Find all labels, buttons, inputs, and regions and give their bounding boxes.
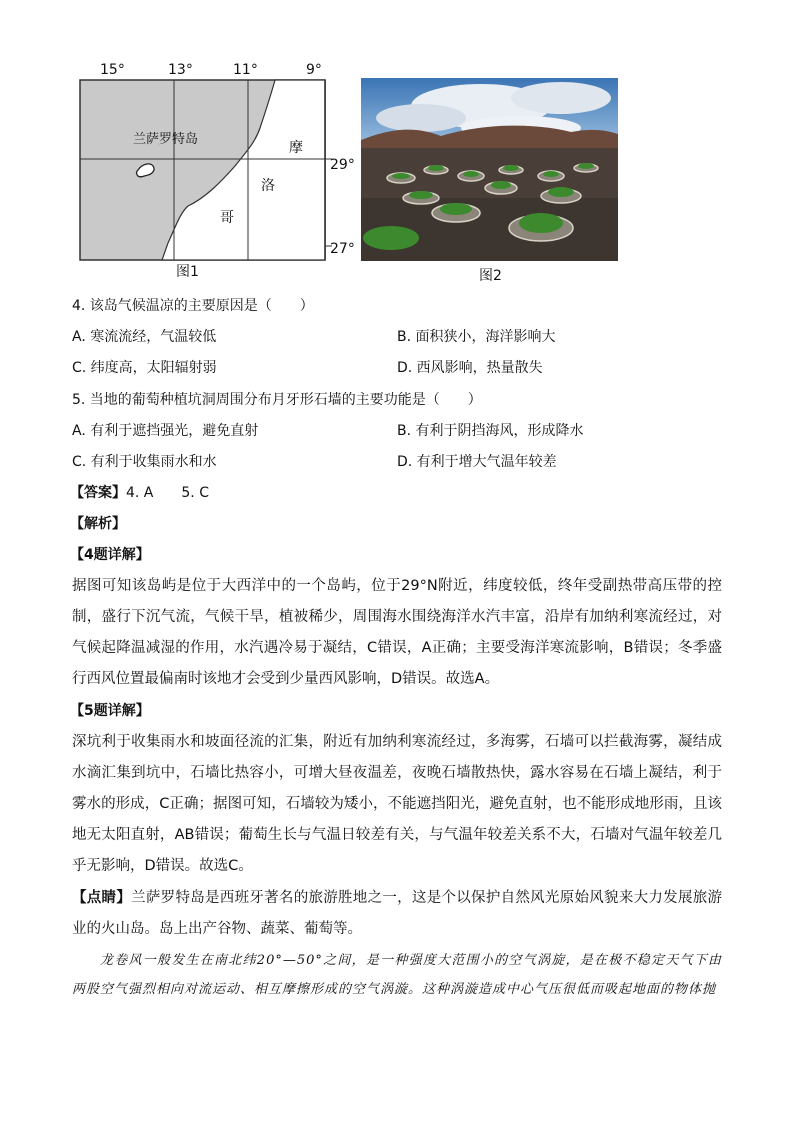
analysis-tag: 【解析】 <box>70 516 126 532</box>
vineyard-photo <box>361 78 618 261</box>
highlight-block <box>72 883 722 945</box>
lon-label-11: 11° <box>233 62 258 78</box>
figure2-photo <box>361 78 618 261</box>
lon-label-15: 15° <box>100 62 125 78</box>
lat-label-27: 27° <box>330 241 355 257</box>
q4-detail-tag: 【4题详解】 <box>70 547 150 563</box>
question-5-option-b: B. 有利于阴挡海风，形成降水 <box>397 423 584 439</box>
highlight-tag: 【点睛】 <box>72 890 132 906</box>
figure1-map <box>70 58 360 283</box>
next-passage: 龙卷风一般发生在南北纬20°—50°之间，是一种强度大范围小的空气涡旋，是在极不稳定天气下由两股空气强烈相向对流运动、相互摩擦形成的空气涡漩。这种涡漩造成中心气压很低而吸起地面的物体抛 <box>72 953 722 997</box>
q4-detail-text: 据图可知该岛屿是位于大西洋中的一个岛屿，位于29°N附近，纬度较低，终年受副热带高压带的控制，盛行下沉气流，气候干旱，植被稀少，周围海水围绕海洋水汽丰富，沿岸有加纳利寒流经过，对气候起降温减湿的作用，水汽遇冷易于凝结，C错误，A正确；主要受海洋寒流影响，B错误；冬季盛行西风位置最偏南时该地才会受到少量西风影响，D错误。故选A。 <box>72 578 722 687</box>
question-5-option-c: C. 有利于收集雨水和水 <box>72 454 217 470</box>
question-4-stem: 4. 该岛气候温凉的主要原因是（ ） <box>72 298 314 314</box>
question-4-option-b: B. 面积狭小，海洋影响大 <box>397 329 556 345</box>
question-4-option-a: A. 寒流流经，气温较低 <box>72 329 217 345</box>
q5-detail-text: 深坑利于收集雨水和坡面径流的汇集，附近有加纳利寒流经过，多海雾，石墙可以拦截海雾，凝结成水滴汇集到坑中，石墙比热容小，可增大昼夜温差，夜晚石墙散热快，露水容易在石墙上凝结，利于雾水的形成，C正确；据图可知，石墙较为矮小，不能遮挡阳光，避免直射，也不能形成地形雨，且该地无太阳直射，AB错误；葡萄生长与气温日较差有关，与气温年较差关系不大，石墙对气温年较差几乎无影响，D错误。故选C。 <box>72 734 722 874</box>
question-4-option-c: C. 纬度高，太阳辐射弱 <box>72 360 217 376</box>
question-5-option-a: A. 有利于遮挡强光，避免直射 <box>72 423 259 439</box>
lat-label-29: 29° <box>330 157 355 173</box>
figure1-caption: 图1 <box>176 264 199 280</box>
question-4-option-d: D. 西风影响，热量散失 <box>397 360 543 376</box>
map-svg <box>70 58 360 283</box>
region-char-ge: 哥 <box>220 210 234 226</box>
question-5-option-d: D. 有利于增大气温年较差 <box>397 454 557 470</box>
island-label: 兰萨罗特岛 <box>133 132 199 147</box>
answer-text: 4. A 5. C <box>126 485 209 501</box>
answer-line <box>70 483 209 503</box>
lon-label-13: 13° <box>168 62 193 78</box>
answer-tag: 【答案】 <box>70 485 126 501</box>
region-char-luo: 洛 <box>261 178 275 194</box>
figure2-caption: 图2 <box>479 268 502 284</box>
question-5-stem: 5. 当地的葡萄种植坑洞周围分布月牙形石墙的主要功能是（ ） <box>72 392 482 408</box>
q5-detail-tag: 【5题详解】 <box>70 703 150 719</box>
highlight-text: 兰萨罗特岛是西班牙著名的旅游胜地之一，这是个以保护自然风光原始风貌来大力发展旅游业的火山岛。岛上出产谷物、蔬菜、葡萄等。 <box>72 890 723 937</box>
region-char-mo: 摩 <box>289 140 303 156</box>
lon-label-9: 9° <box>306 62 322 78</box>
